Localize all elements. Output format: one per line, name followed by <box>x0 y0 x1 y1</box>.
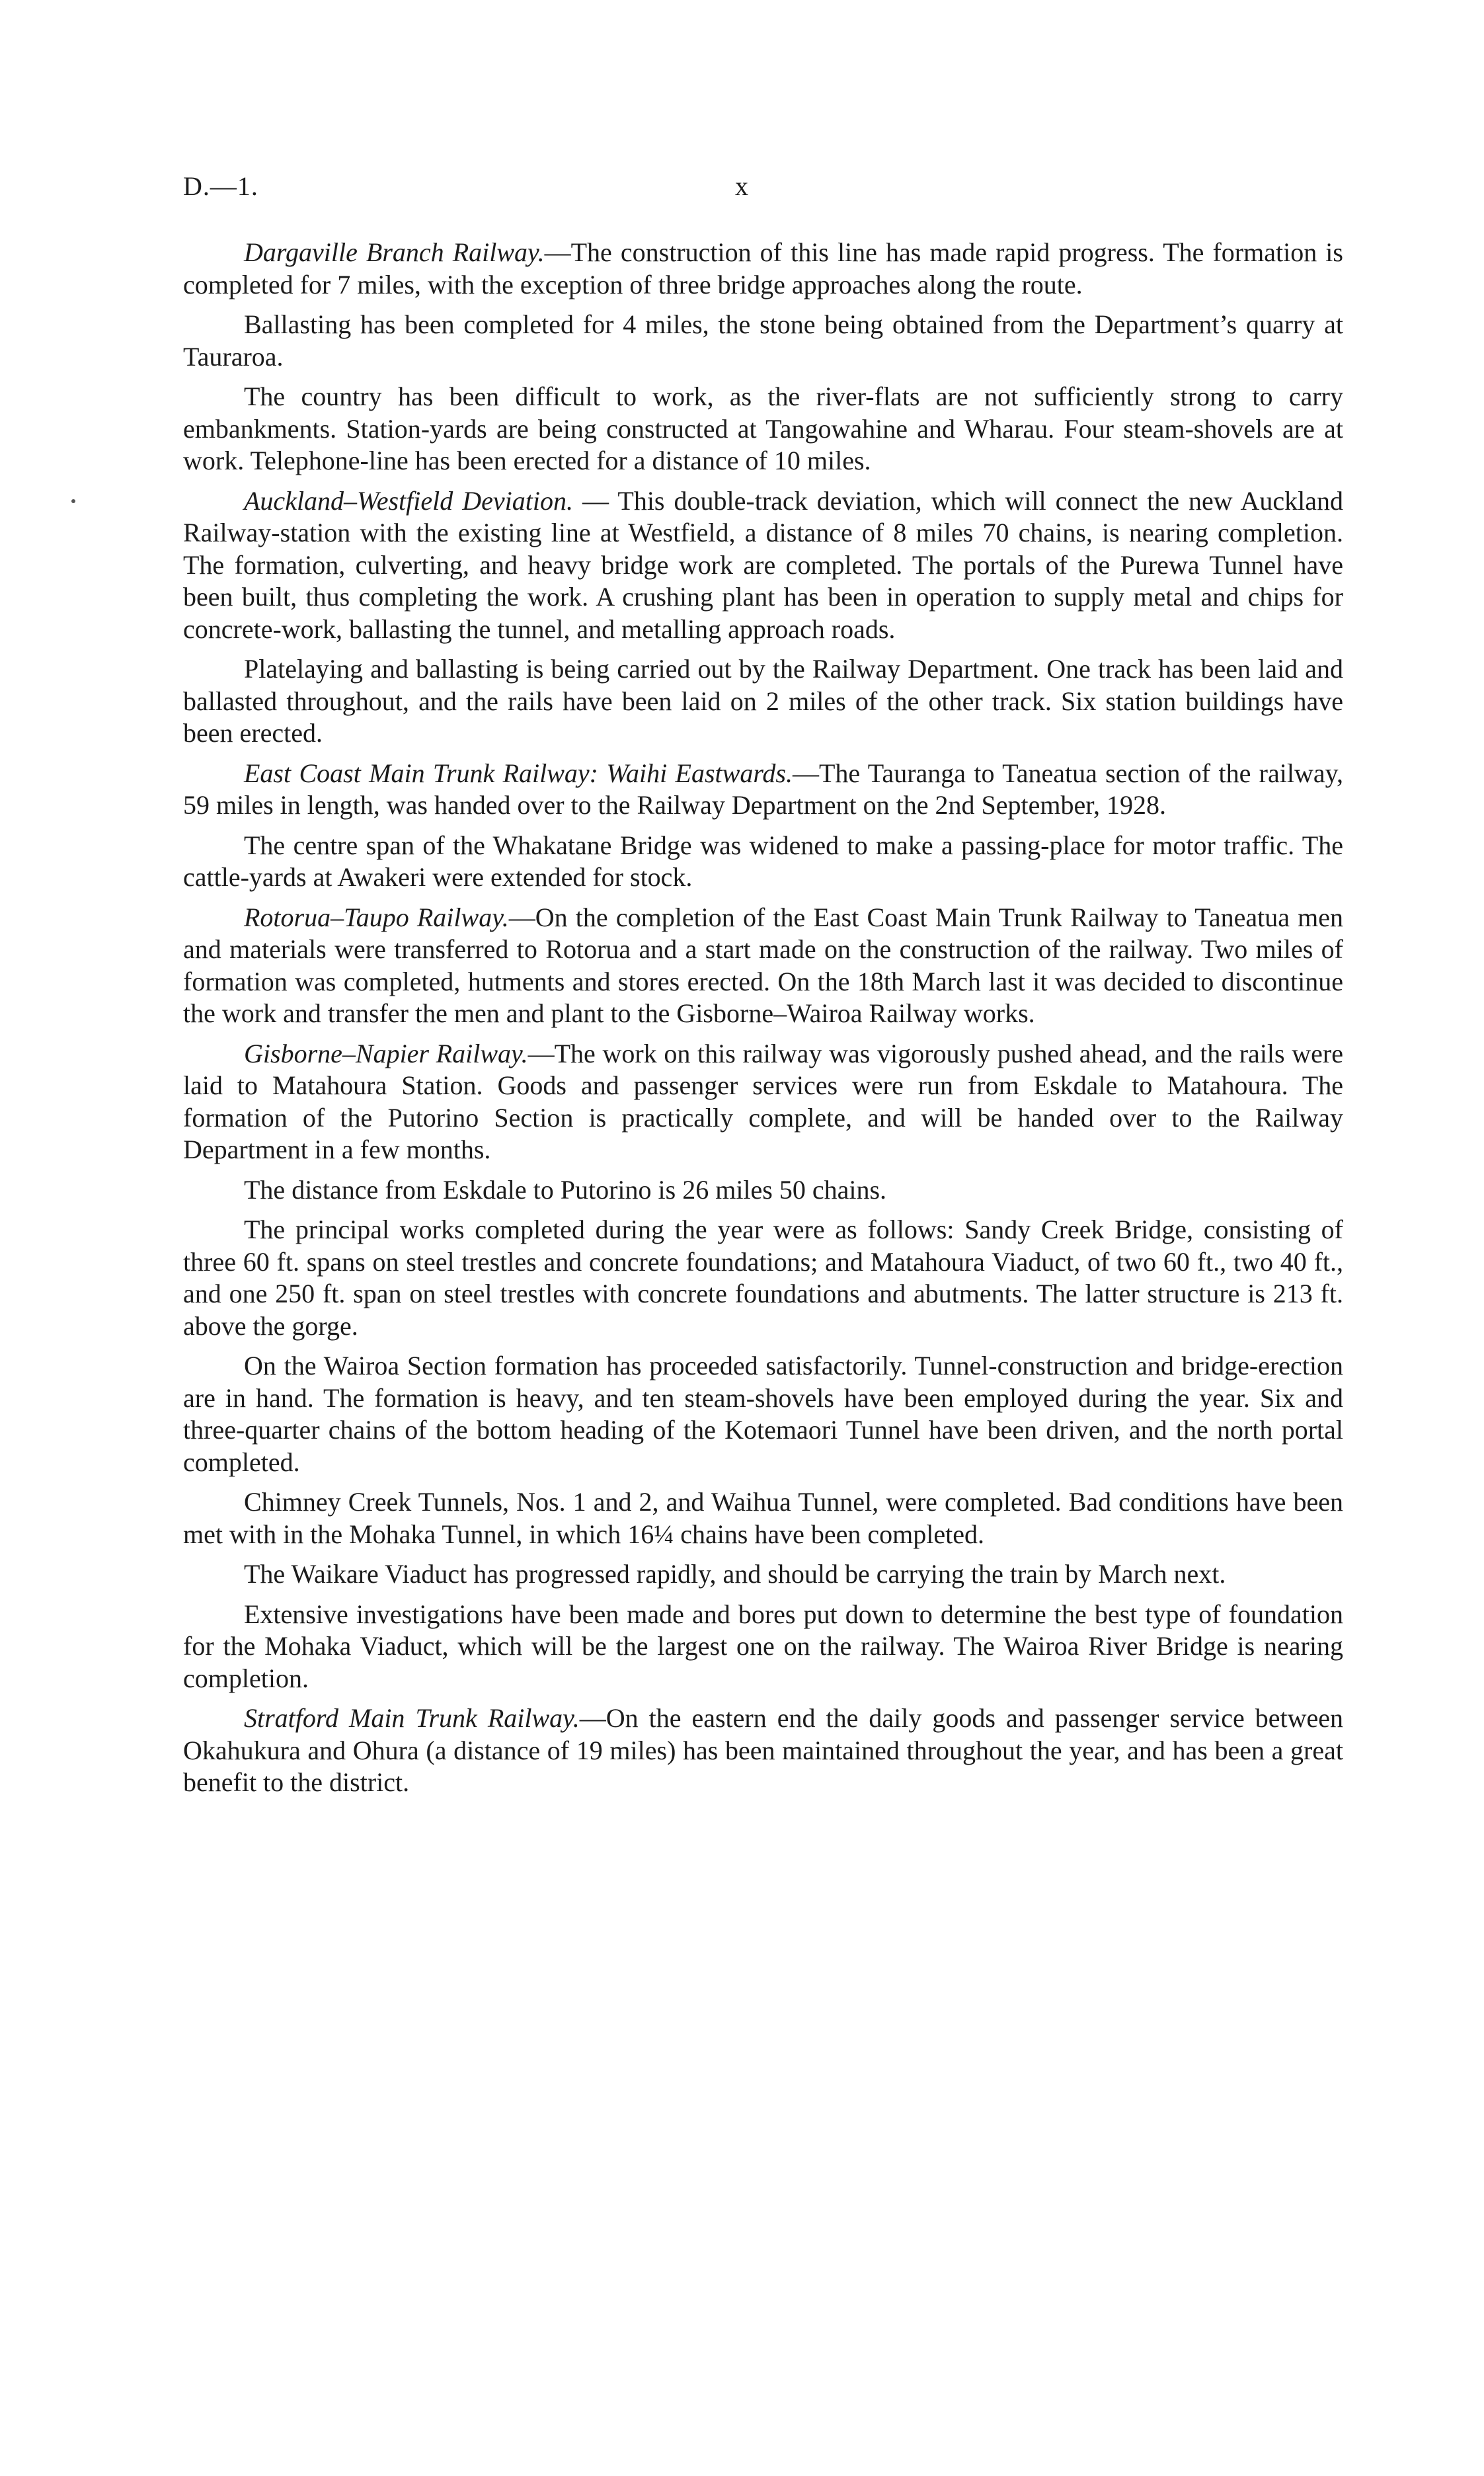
paragraph-text: —The construction of this line has made rapid progress. The formation is completed for 7 miles, with the exception of three bridge approaches along the route. <box>183 237 1343 300</box>
paragraph <box>183 309 1343 373</box>
section-heading: Dargaville Branch Railway. <box>244 237 545 267</box>
paragraph <box>183 1174 1343 1207</box>
paragraph <box>183 1486 1343 1550</box>
paragraph-gisborne-napier <box>183 1038 1343 1166</box>
paragraph-text: Ballasting has been completed for 4 miles, the stone being obtained from the Department’s quarry at Tauraroa. <box>183 309 1343 372</box>
paragraph-auckland-westfield <box>183 485 1343 646</box>
page-number: x <box>735 171 748 201</box>
paragraph-text: Extensive investigations have been made and bores put down to determine the best type of foundation for the Mohaka Viaduct, which will be the largest one on the railway. The Wairoa River Bridge is nearing completion. <box>183 1599 1343 1693</box>
paragraph-text: —The work on this railway was vigorously pushed ahead, and the rails were laid to Matahoura Station. Goods and passenger services were run from Eskdale to Matahoura. The formation of the Putorino Section is practically complete, and will be handed over to the Railway Department in a few months. <box>183 1038 1344 1164</box>
paragraph <box>183 1558 1343 1591</box>
paragraph-text: Platelaying and ballasting is being carried out by the Railway Department. One track has been laid and ballasted throughout, and the rails have been laid on 2 miles of the other track. Six station buildings have been erected. <box>183 654 1343 748</box>
section-heading: Gisborne–Napier Railway. <box>244 1038 528 1068</box>
paragraph <box>183 830 1343 894</box>
paragraph-text: On the Wairoa Section formation has proceeded satisfactorily. Tunnel-construction and bridge-erection are in hand. The formation is heavy, and ten steam-shovels have been employed during the year. Six and three-quarter chains of the bottom heading of the Kotemaori Tunnel have been driven, and the north portal completed. <box>183 1351 1343 1477</box>
page-header <box>183 171 1300 217</box>
paragraph-text: Chimney Creek Tunnels, Nos. 1 and 2, and Waihua Tunnel, were completed. Bad conditions have been met with in the Mohaka Tunnel, in which 16¼ chains have been completed. <box>183 1487 1343 1549</box>
paragraph-dargaville <box>183 237 1343 301</box>
body-text <box>183 237 1343 1807</box>
section-heading: Rotorua–Taupo Railway. <box>244 902 509 932</box>
margin-mark <box>71 499 75 503</box>
paragraph-text: The country has been difficult to work, as the river-flats are not sufficiently strong to carry embankments. Station-yards are being constructed at Tangowahine and Wharau. Four steam-shovels are at work. Telephone-line has been erected for a distance of 10 miles. <box>183 381 1343 475</box>
paragraph <box>183 1599 1343 1695</box>
paragraph-text: —On the eastern end the daily goods and passenger service between Okahukura and Ohura (a distance of 19 miles) has been maintained throughout the year, and has been a great benefit to the district. <box>183 1703 1343 1797</box>
section-heading: East Coast Main Trunk Railway: Waihi Eastwards. <box>244 758 793 788</box>
paragraph-east-coast <box>183 758 1343 822</box>
paragraph-stratford <box>183 1702 1343 1799</box>
paragraph-text: —On the completion of the East Coast Main Trunk Railway to Taneatua men and materials were transferred to Rotorua and a start made on the construction of the railway. Two miles of formation was completed, hutments and stores erected. On the 18th March last it was decided to discontinue the work and transfer the men and plant to the Gisborne–Wairoa Railway works. <box>183 902 1343 1028</box>
paragraph <box>183 1214 1343 1342</box>
paragraph-text: —The Tauranga to Taneatua section of the railway, 59 miles in length, was handed over to the Railway Department on the 2nd September, 1928. <box>183 758 1344 820</box>
paragraph <box>183 1350 1343 1478</box>
paragraph-rotorua-taupo <box>183 902 1343 1030</box>
section-heading: Auckland–Westfield Deviation. <box>244 485 574 516</box>
paragraph-text: The distance from Eskdale to Putorino is 26 miles 50 chains. <box>244 1174 887 1205</box>
section-heading: Stratford Main Trunk Railway. <box>244 1703 580 1733</box>
document-reference: D.—1. <box>183 171 258 201</box>
paragraph-text: The centre span of the Whakatane Bridge was widened to make a passing-place for motor traffic. The cattle-yards at Awakeri were extended for stock. <box>183 830 1343 892</box>
paragraph-text: — This double-track deviation, which will connect the new Auckland Railway-station with the existing line at Westfield, a distance of 8 miles 70 chains, is nearing completion. The formation, culverting, and heavy bridge work are completed. The portals of the Purewa Tunnel have been built, thus completing the work. A crushing plant has been in operation to supply metal and chips for concrete-work, ballasting the tunnel, and metalling approach roads. <box>183 485 1344 644</box>
paragraph <box>183 381 1343 477</box>
paragraph <box>183 653 1343 750</box>
paragraph-text: The principal works completed during the year were as follows: Sandy Creek Bridge, consisting of three 60 ft. spans on steel trestles and concrete foundations; and Matahoura Viaduct, of two 60 ft., two 40 ft., and one 250 ft. span on steel trestles with concrete foundations and abutments. The latter structure is 213 ft. above the gorge. <box>183 1215 1343 1341</box>
paragraph-text: The Waikare Viaduct has progressed rapidly, and should be carrying the train by March next. <box>244 1559 1226 1589</box>
